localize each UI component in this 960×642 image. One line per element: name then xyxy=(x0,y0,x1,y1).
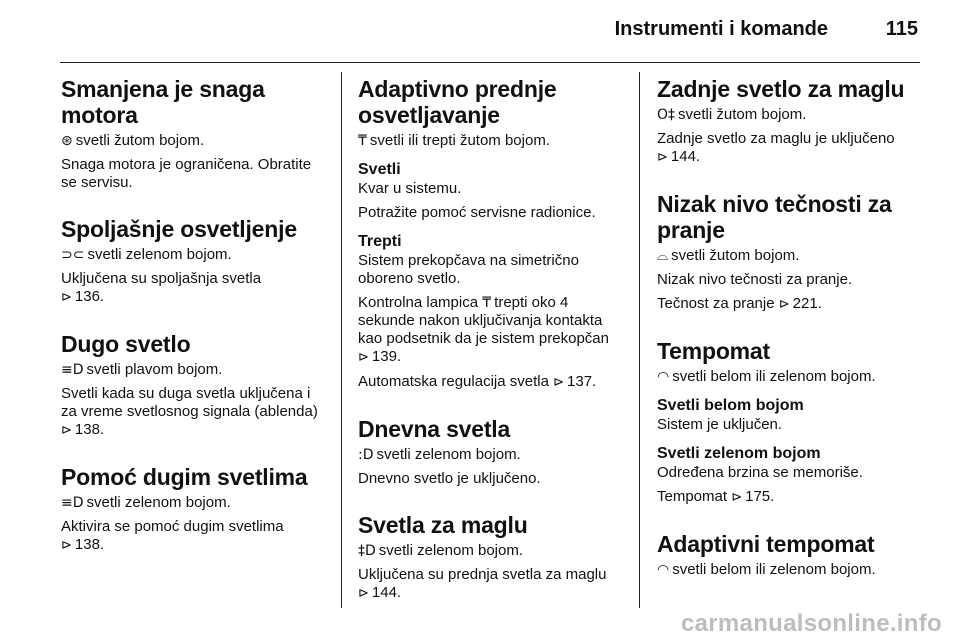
heading-adaptive-lighting: Adaptivno prednje osvetljavanje xyxy=(358,76,557,128)
paragraph: ‡D svetli zelenom bojom. xyxy=(358,542,524,559)
daytime-light-icon: :D xyxy=(358,447,374,463)
page-ref-icon: ⊳ xyxy=(731,490,743,505)
page-ref-icon: ⊳ xyxy=(358,586,369,601)
paragraph: Svetli kada su duga svetla uključena i za vreme svetlosnog signala (ablenda) ⊳ 138. xyxy=(61,385,318,438)
adaptive-light-icon: ₸ xyxy=(358,133,367,149)
column-2 xyxy=(358,76,623,609)
subheading-trepti: Trepti xyxy=(358,233,402,250)
paragraph: Dnevno svetlo je uključeno. xyxy=(358,470,541,487)
heading-rear-fog-light: Zadnje svetlo za maglu xyxy=(657,76,905,102)
page-ref[interactable]: 221. xyxy=(792,295,822,312)
page-ref-icon: ⊳ xyxy=(657,150,668,165)
subheading-green: Svetli zelenom bojom xyxy=(657,445,821,462)
paragraph: ₸ svetli ili trepti žutom bojom. xyxy=(358,132,550,149)
cruise-control-icon: ◠ xyxy=(657,369,670,385)
paragraph: Sistem je uključen. xyxy=(657,416,783,433)
paragraph: Uključena su prednja svetla za maglu ⊳ 144. xyxy=(358,566,607,601)
washer-fluid-icon: ⌓ xyxy=(657,248,669,264)
adaptive-cruise-icon: ◠ xyxy=(657,562,670,578)
page-ref[interactable]: 144. xyxy=(371,584,402,601)
paragraph: Tempomat ⊳ 175. xyxy=(657,488,775,505)
section-title: Instrumenti i komande xyxy=(614,18,828,40)
paragraph: Potražite pomoć servisne radionice. xyxy=(358,204,596,221)
high-beam-icon: ≡D xyxy=(61,362,84,378)
page-header xyxy=(60,0,920,63)
paragraph: ⌓ svetli žutom bojom. xyxy=(657,247,800,264)
heading-exterior-light: Spoljašnje osvetljenje xyxy=(61,216,297,242)
page-ref[interactable]: 139. xyxy=(371,348,402,365)
page-ref-icon: ⊳ xyxy=(778,297,790,312)
page-ref-icon: ⊳ xyxy=(553,375,565,390)
subheading-white: Svetli belom bojom xyxy=(657,397,804,414)
column-divider xyxy=(639,72,640,608)
paragraph: Automatska regulacija svetla ⊳ 137. xyxy=(358,373,597,390)
page-ref-icon: ⊳ xyxy=(61,423,72,438)
high-beam-assist-icon: ≡D xyxy=(61,495,84,511)
page-ref-icon: ⊳ xyxy=(61,290,72,305)
paragraph: ⊃⊂ svetli zelenom bojom. xyxy=(61,246,232,263)
paragraph: Aktivira se pomoć dugim svetlima ⊳ 138. xyxy=(61,518,284,553)
subheading-svetli: Svetli xyxy=(358,161,401,178)
page-ref-icon: ⊳ xyxy=(61,538,72,553)
page-ref-icon: ⊳ xyxy=(358,350,369,365)
heading-high-beam-assist: Pomoć dugim svetlima xyxy=(61,464,308,490)
fog-light-icon: ‡D xyxy=(358,543,376,559)
paragraph: Kontrolna lampica ₸ trepti oko 4 sekunde nakon uključivanja kontakta kao podsetnik da je sistem prekopčan ⊳ 139. xyxy=(358,294,609,365)
column-1 xyxy=(61,76,327,561)
page-ref[interactable]: 175. xyxy=(745,488,775,505)
heading-engine-power: Smanjena je snaga motora xyxy=(61,76,265,128)
paragraph: ≡D svetli plavom bojom. xyxy=(61,361,223,378)
heading-washer-fluid: Nizak nivo tečnosti za pranje xyxy=(657,191,892,243)
heading-cruise-control: Tempomat xyxy=(657,338,770,364)
paragraph: Uključena su spoljašnja svetla ⊳ 136. xyxy=(61,270,262,305)
heading-daytime-lights: Dnevna svetla xyxy=(358,416,511,442)
engine-power-icon: ⊛ xyxy=(61,133,73,149)
column-3 xyxy=(657,76,919,585)
paragraph: ◠ svetli belom ili zelenom bojom. xyxy=(657,368,876,385)
heading-fog-lights: Svetla za maglu xyxy=(358,512,528,538)
paragraph: O‡ svetli žutom bojom. xyxy=(657,106,807,123)
paragraph: Sistem prekopčava na simetrično oboreno svetlo. xyxy=(358,252,579,287)
page-ref[interactable]: 144. xyxy=(670,148,701,165)
paragraph: ⊛ svetli žutom bojom. xyxy=(61,132,205,149)
paragraph: ◠ svetli belom ili zelenom bojom. xyxy=(657,561,876,578)
page-ref[interactable]: 138. xyxy=(74,536,105,553)
heading-adaptive-cruise: Adaptivni tempomat xyxy=(657,531,875,557)
paragraph: :D svetli zelenom bojom. xyxy=(358,446,521,463)
adaptive-light-icon: ₸ xyxy=(482,295,492,311)
page-ref[interactable]: 137. xyxy=(567,373,597,390)
page-ref[interactable]: 138. xyxy=(74,421,105,438)
watermark: carmanualsonline.info xyxy=(680,610,942,637)
page-number: 115 xyxy=(885,18,918,40)
paragraph: ≡D svetli zelenom bojom. xyxy=(61,494,231,511)
paragraph: Određena brzina se memoriše. xyxy=(657,464,863,481)
exterior-light-icon: ⊃⊂ xyxy=(61,247,85,263)
paragraph: Nizak nivo tečnosti za pranje. xyxy=(657,271,853,288)
page-ref[interactable]: 136. xyxy=(74,288,105,305)
column-divider xyxy=(341,72,342,608)
paragraph: Tečnost za pranje ⊳ 221. xyxy=(657,295,822,312)
paragraph: Snaga motora je ograničena. Obratite se servisu. xyxy=(61,156,312,191)
paragraph: Kvar u sistemu. xyxy=(358,180,462,197)
rear-fog-light-icon: O‡ xyxy=(657,107,676,123)
paragraph: Zadnje svetlo za maglu je uključeno ⊳ 144. xyxy=(657,130,895,165)
heading-high-beam: Dugo svetlo xyxy=(61,331,191,357)
